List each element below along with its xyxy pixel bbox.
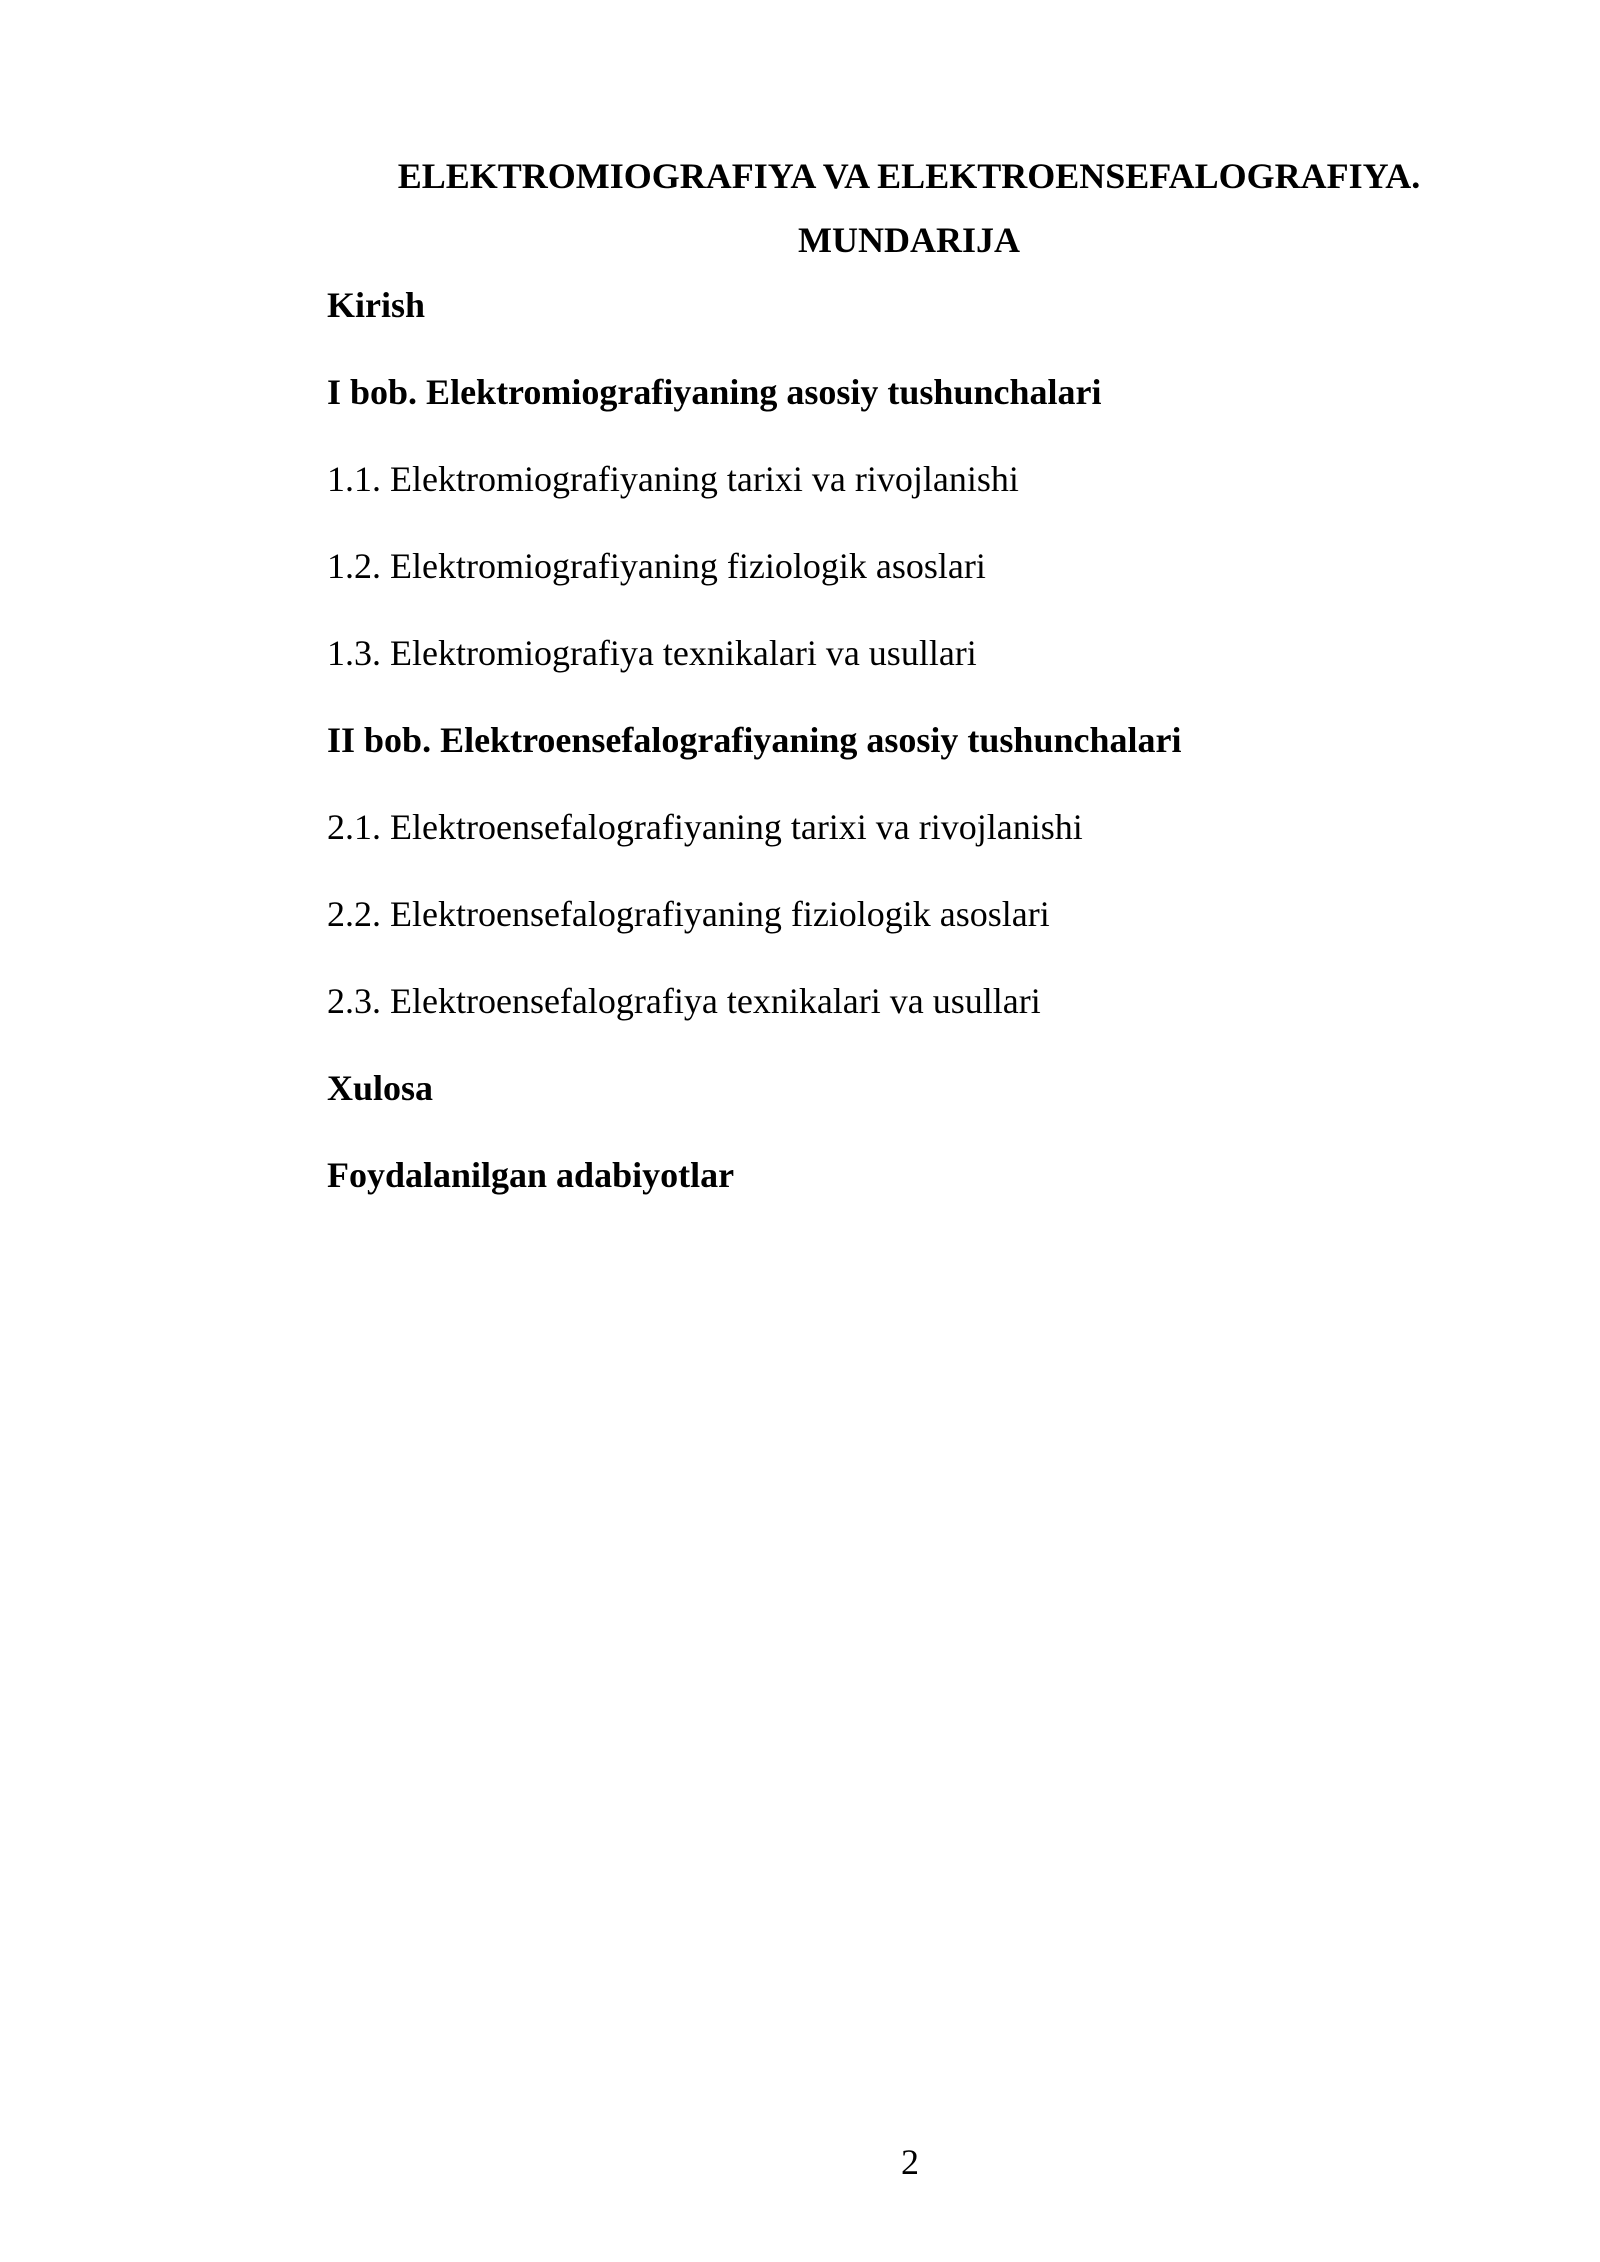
table-of-contents — [327, 281, 1491, 1238]
toc-heading: MUNDARIJA — [798, 220, 1020, 260]
document-title: ELEKTROMIOGRAFIYA VA ELEKTROENSEFALOGRAFIYA. — [397, 156, 1421, 196]
toc-entry-section-1-2: 1.2. Elektromiografiyaning fiziologik asoslari — [327, 546, 986, 586]
toc-entry-section-2-1: 2.1. Elektroensefalografiyaning tarixi va rivojlanishi — [327, 807, 1083, 847]
toc-entry-section-2-2: 2.2. Elektroensefalografiyaning fiziologik asoslari — [327, 894, 1050, 934]
toc-entry-section-1-1: 1.1. Elektromiografiyaning tarixi va rivojlanishi — [327, 459, 1019, 499]
toc-entry-references: Foydalanilgan adabiyotlar — [327, 1155, 735, 1195]
toc-entry-chapter-1: I bob. Elektromiografiyaning asosiy tushunchalari — [327, 372, 1102, 412]
toc-entry-introduction: Kirish — [327, 285, 426, 325]
toc-entry-section-2-3: 2.3. Elektroensefalografiya texnikalari va usullari — [327, 981, 1041, 1021]
page-number: 2 — [901, 2142, 919, 2182]
toc-entry-section-1-3: 1.3. Elektromiografiya texnikalari va usullari — [327, 633, 977, 673]
toc-entry-chapter-2: II bob. Elektroensefalografiyaning asosiy tushunchalari — [327, 720, 1182, 760]
toc-entry-conclusion: Xulosa — [327, 1068, 434, 1108]
